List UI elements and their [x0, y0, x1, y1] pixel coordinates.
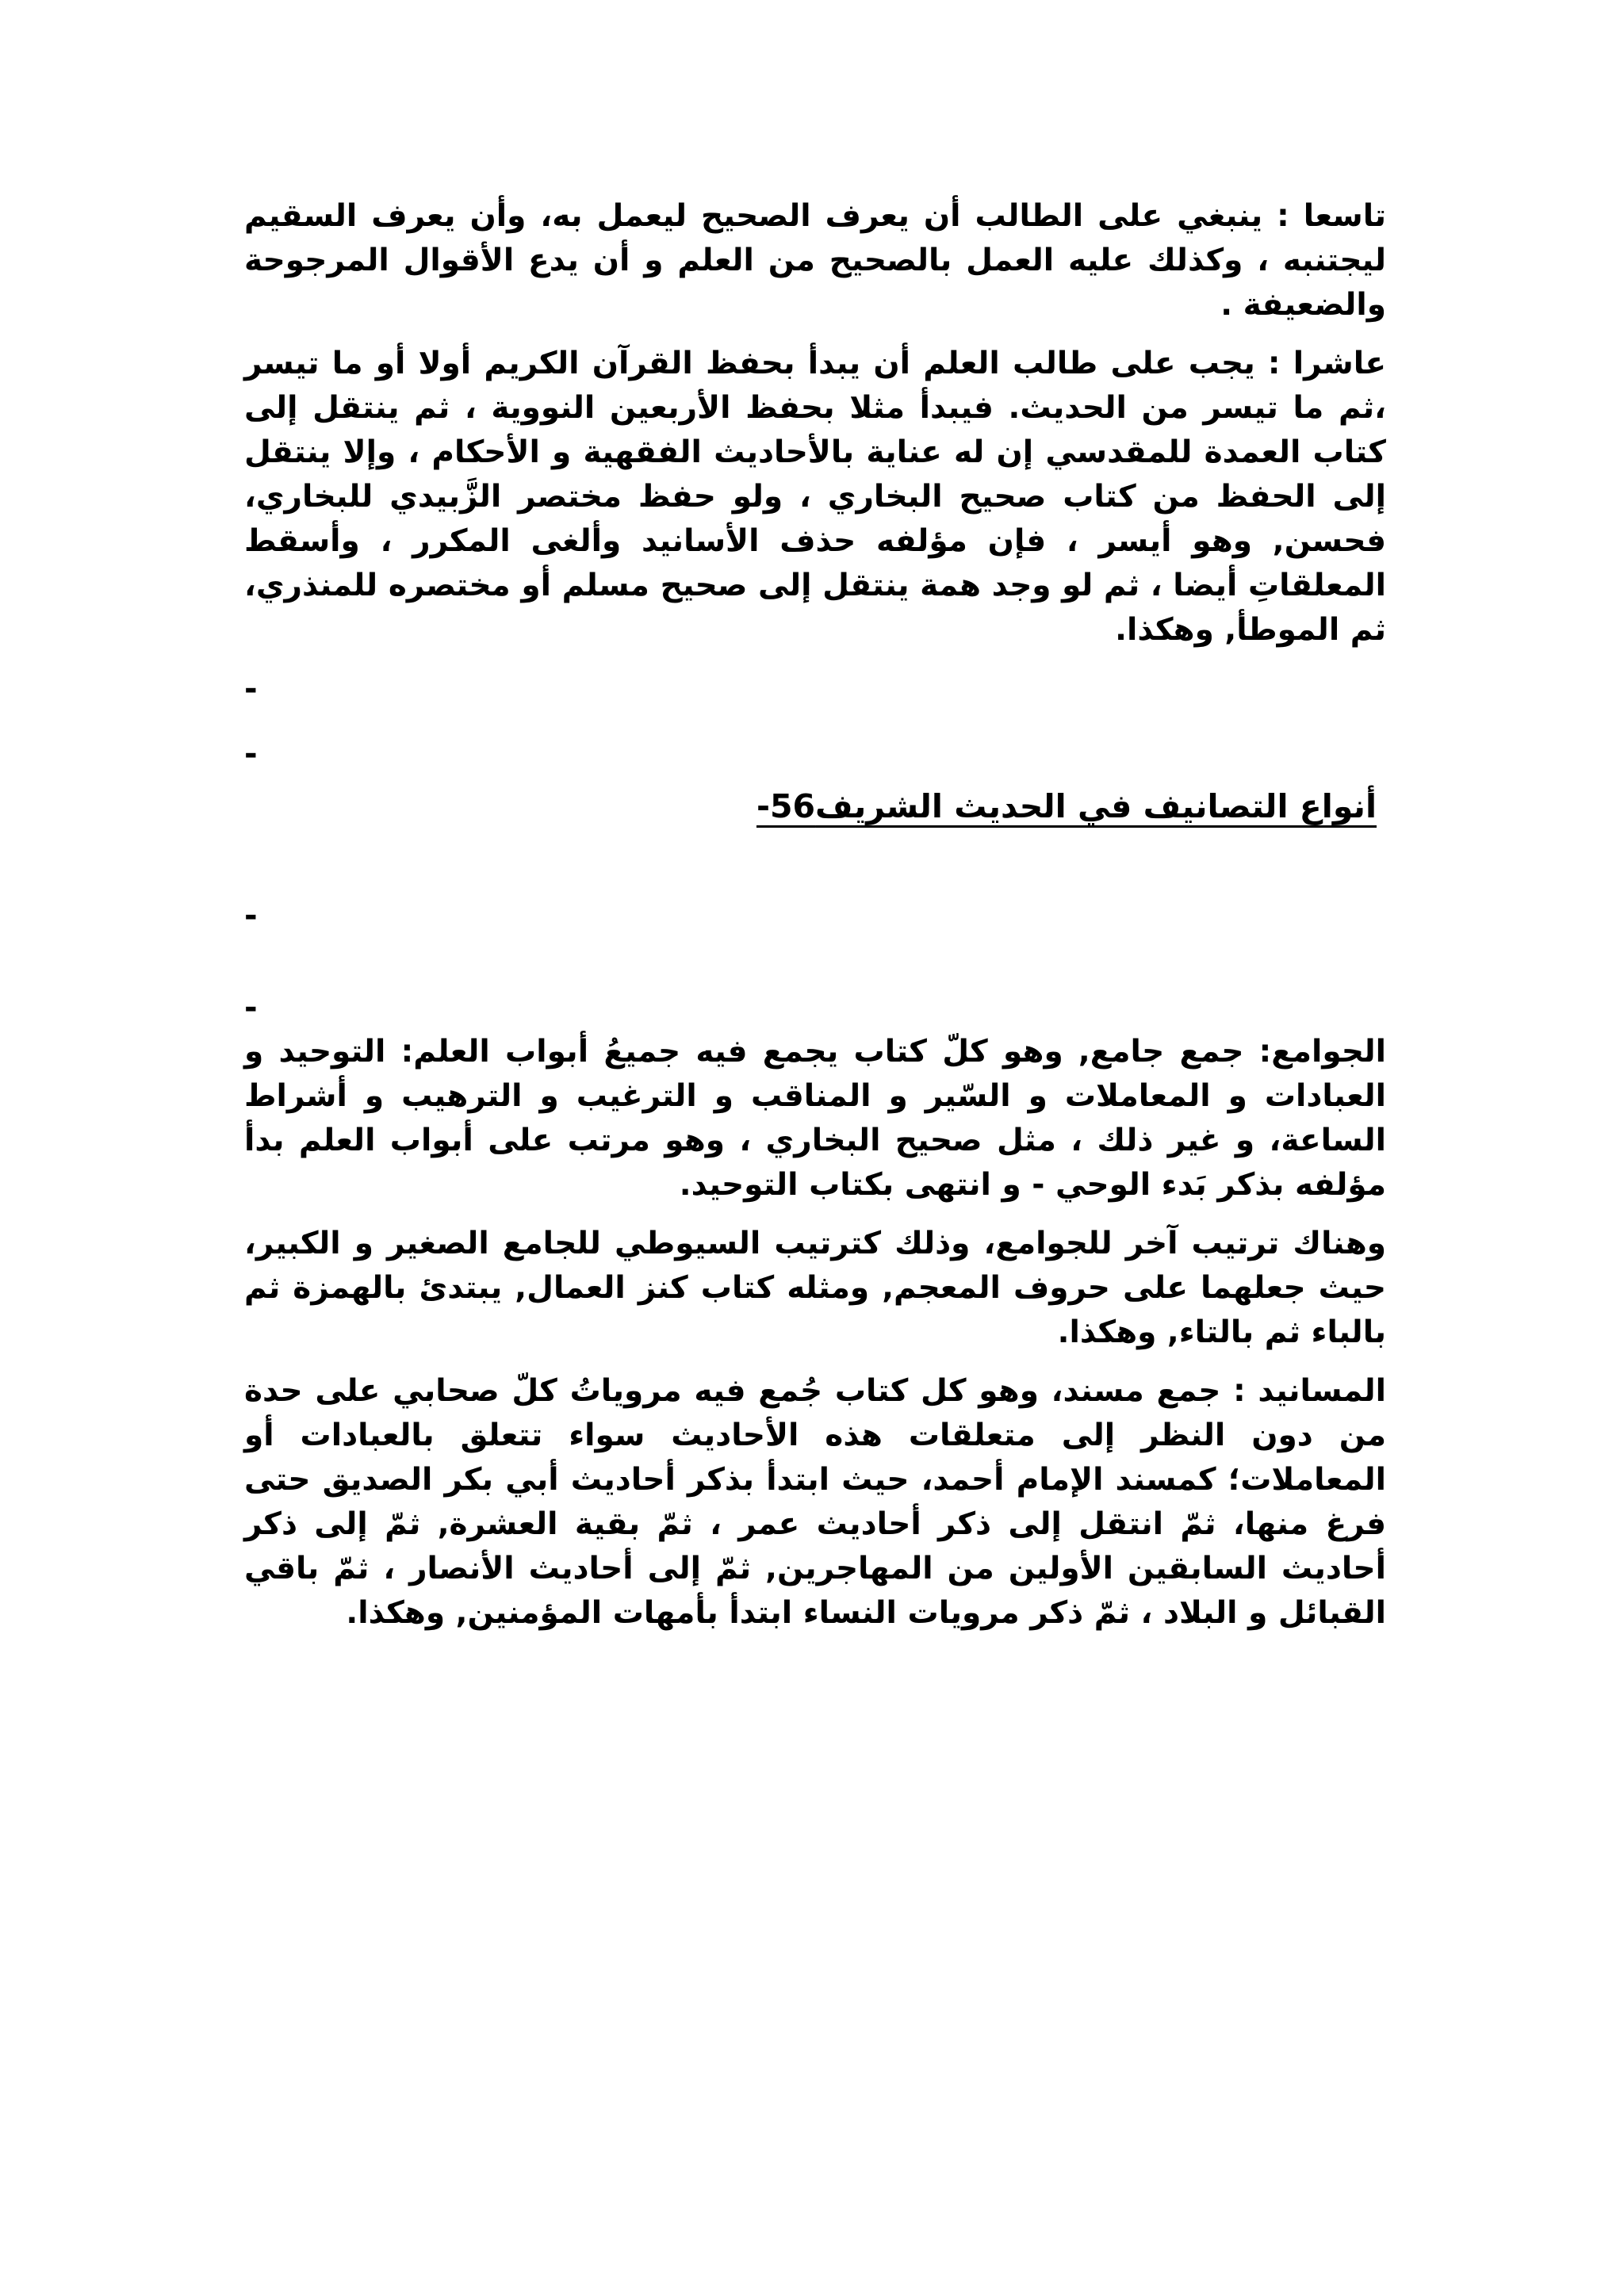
paragraph-tenth-point: عاشرا : يجب على طالب العلم أن يبدأ بحفظ القرآن الكريم أولا أو ما تيسر ،ثم ما تيسر من الحديث. فيبدأ مثلا بحفظ الأربعين النووية ، ثم ينتقل إلى كتاب العمدة للمقدسي إن له عناية بالأحاديث الفقهية و الأحكام ، وإلا ينتقل إلى الحفظ من كتاب صحيح البخاري ، ولو حفظ مختصر الزَّبيدي للبخاري، فحسن, وهو أيسر ، فإن مؤلفه حذف الأسانيد وألغى المكرر ، وأسقط المعلقاتِ أيضا ، ثم لو وجد همة ينتقل إلى صحيح مسلم أو مختصره للمنذري، ثم الموطأ, وهكذا. — [244, 346, 1386, 648]
paragraph-ninth-point: تاسعا : ينبغي على الطالب أن يعرف الصحيح ليعمل به، وأن يعرف السقيم ليجتنبه ، وكذلك عليه العمل بالصحيح من العلم و أن يدع الأقوال المرجوحة والضعيفة . — [244, 198, 1386, 323]
dash-marker: - — [244, 736, 258, 772]
paragraph-jawami: الجوامع: جمع جامع, وهو كلّ كتاب يجمع فيه جميعُ أبواب العلم: التوحيد و العبادات و المعاملات و السّير و المناقب و الترغيب و الترهيب و أشراط الساعة، و غير ذلك ، مثل صحيح البخاري ، وهو مرتب على أبواب العلم بدأ مؤلفه بذكر بَدء الوحي - و انتهى بكتاب التوحيد. — [244, 1034, 1386, 1203]
section-heading-underlined — [756, 783, 1386, 830]
dash-marker: - — [244, 671, 258, 707]
section-heading-text: أنواع التصانيف في الحديث الشريف — [815, 787, 1377, 825]
paragraph-masanid: المسانيد : جمع مسند، وهو كل كتاب جُمع فيه مروياتُ كلّ صحابي على حدة من دون النظر إلى متعلقات هذه الأحاديث سواء تتعلق بالعبادات أو المعاملات؛ كمسند الإمام أحمد، حيث ابتدأ بذكر أحاديث أبي بكر الصديق حتى فرغ منها، ثمّ انتقل إلى ذكر أحاديث عمر ، ثمّ بقية العشرة, ثمّ إلى ذكر أحاديث السابقين الأولين من المهاجرين, ثمّ إلى أحاديث الأنصار ، ثمّ باقي القبائل و البلاد ، ثمّ ذكر مرويات النساء ابتدأ بأمهات المؤمنين, وهكذا. — [244, 1373, 1386, 1631]
section-heading-number: 56- — [756, 787, 816, 825]
dash-marker: - — [244, 989, 258, 1026]
paragraph-jawami-order: وهناك ترتيب آخر للجوامع، وذلك كترتيب السيوطي للجامع الصغير و الكبير، حيث جعلهما على حروف المعجم, ومثله كتاب كنز العمال, يبتدئ بالهمزة ثم بالباء ثم بالتاء, وهكذا. — [244, 1226, 1386, 1350]
dash-marker: - — [244, 897, 258, 934]
page-content — [244, 194, 1386, 1650]
section-heading — [244, 783, 1386, 830]
